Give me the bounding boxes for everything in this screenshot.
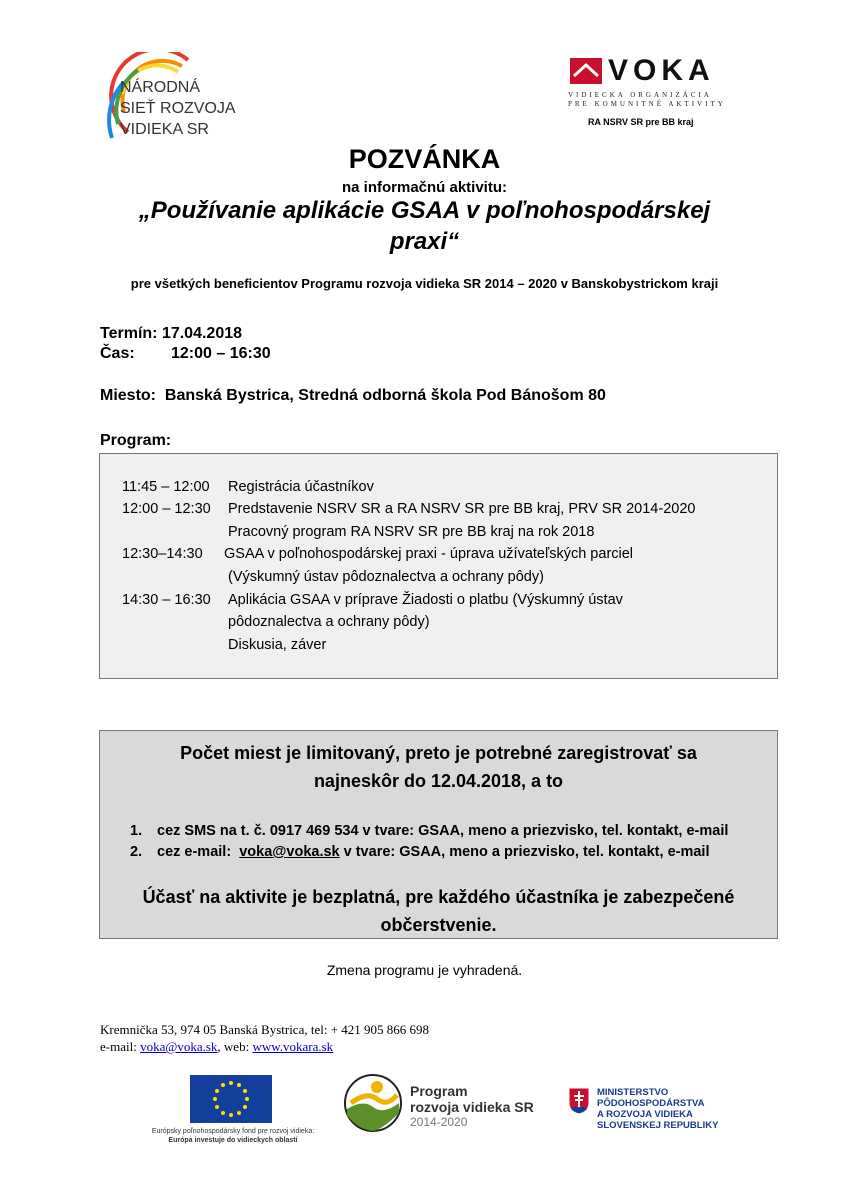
page-title: POZVÁNKA: [348, 144, 501, 174]
email-label: e-mail:: [100, 1039, 141, 1054]
contact-block: [100, 1021, 429, 1055]
program-row-3: [122, 546, 633, 562]
eu-caption-line-1: Európsky poľnohospodársky fond pre rozvoj vidieka:: [151, 1128, 315, 1135]
program-text: Registrácia účastníkov: [228, 479, 374, 495]
program-box: [99, 453, 778, 679]
program-time: 12:00 – 12:30: [122, 501, 211, 517]
voka-wordmark: VOKA: [608, 54, 715, 87]
registration-heading-line-1: Počet miest je limitovaný, preto je potrebné zaregistrovať sa: [180, 743, 697, 763]
place-label: Miesto:: [100, 387, 156, 404]
audience-line: pre všetkých beneficientov Programu rozvoja vidieka SR 2014 – 2020 v Banskobystrickom kraji: [130, 276, 719, 291]
place-value: Banská Bystrica, Stredná odborná škola Pod Bánošom 80: [164, 387, 606, 404]
term-label: Termín:: [100, 325, 158, 342]
page-subtitle: na informačnú aktivitu:: [341, 179, 508, 196]
time-value: 12:00 – 16:30: [171, 345, 271, 362]
program-label: Program:: [100, 432, 172, 449]
registration-item-email: [130, 844, 709, 860]
program-row-1: [122, 479, 374, 495]
voka-subtitle: [568, 91, 726, 109]
voka-ra-label: RA NSRV SR pre BB kraj: [588, 117, 694, 127]
voka-roof-icon: [570, 58, 602, 84]
registration-box: [99, 730, 778, 939]
prv-emblem-icon: [343, 1073, 403, 1133]
program-row-2-cont: Pracovný program RA NSRV SR pre BB kraj na rok 2018: [228, 524, 595, 540]
item-text: cez SMS na t. č. 0917 469 534 v tvare: GSAA, meno a priezvisko, tel. kontakt, e-mail: [157, 823, 729, 839]
contact-email-link[interactable]: voka@voka.sk: [140, 1039, 218, 1054]
program-time: 14:30 – 16:30: [122, 592, 211, 608]
time-row: [100, 345, 271, 363]
item-number: 1.: [130, 823, 143, 839]
prv-line-1: Program: [410, 1083, 468, 1099]
prv-line-2: rozvoja vidieka SR: [410, 1099, 534, 1115]
contact-links: [100, 1038, 429, 1055]
eu-caption: [118, 1127, 348, 1145]
registration-footnote: [100, 883, 777, 939]
ministry-name: [597, 1087, 718, 1131]
web-label: , web:: [217, 1039, 253, 1054]
program-text: Predstavenie NSRV SR a RA NSRV SR pre BB kraj, PRV SR 2014-2020: [228, 501, 696, 517]
term-row: [100, 325, 242, 343]
nsrv-logo-text: [120, 77, 236, 140]
prv-years: 2014-2020: [410, 1115, 468, 1129]
contact-address: Kremnička 53, 974 05 Banská Bystrica, tel: + 421 905 866 698: [100, 1022, 430, 1037]
topic-line-2: praxi“: [389, 228, 460, 255]
nsrv-line-3: VIDIEKA SR: [120, 121, 209, 138]
program-row-2: [122, 501, 695, 517]
ministry-line-4: SLOVENSKEJ REPUBLIKY: [597, 1120, 719, 1131]
program-row-4-cont: pôdoznalectva a ochrany pôdy): [228, 614, 430, 630]
registration-foot-line-1: Účasť na aktivite je bezplatná, pre každého účastníka je zabezpečené: [142, 887, 735, 907]
program-change-note: Zmena programu je vyhradená.: [326, 962, 523, 978]
registration-email-link[interactable]: voka@voka.sk: [239, 844, 340, 860]
nsrv-line-1: NÁRODNÁ: [120, 79, 201, 96]
program-time: 12:30–14:30: [122, 546, 203, 562]
nsrv-line-2: SIEŤ ROZVOJA: [120, 100, 236, 117]
time-label: Čas:: [100, 345, 135, 362]
item-post: v tvare: GSAA, meno a priezvisko, tel. kontakt, e-mail: [339, 844, 710, 860]
prv-title: [410, 1083, 534, 1115]
voka-sub-line-2: PRE KOMUNITNÉ AKTIVITY: [568, 100, 726, 108]
item-pre: cez e-mail:: [157, 844, 240, 860]
ministry-line-1: MINISTERSTVO: [597, 1087, 669, 1098]
place-row: [100, 387, 606, 405]
program-row-4-cont2: Diskusia, záver: [228, 637, 327, 653]
program-time: 11:45 – 12:00: [122, 479, 210, 495]
registration-heading-line-2: najneskôr do 12.04.2018, a to: [313, 771, 564, 791]
eu-caption-line-2: Európa investuje do vidieckych oblastí: [168, 1137, 298, 1144]
program-text: GSAA v poľnohospodárskej praxi - úprava užívateľských parciel: [224, 546, 634, 562]
eu-flag-icon: [190, 1075, 272, 1123]
ministry-line-2: PÔDOHOSPODÁRSTVA: [597, 1098, 705, 1109]
term-value: 17.04.2018: [161, 325, 243, 342]
program-row-3-cont: (Výskumný ústav pôdoznalectva a ochrany pôdy): [228, 569, 544, 585]
item-number: 2.: [130, 844, 143, 860]
voka-sub-line-1: VIDIECKA ORGANIZÁCIA: [568, 91, 712, 99]
ministry-line-3: A ROZVOJA VIDIEKA: [597, 1109, 693, 1120]
registration-foot-line-2: občerstvenie.: [380, 915, 497, 935]
slovak-coat-of-arms-icon: [568, 1087, 590, 1115]
topic-line-1: „Používanie aplikácie GSAA v poľnohospodárskej: [138, 197, 711, 224]
program-text: Aplikácia GSAA v príprave Žiadosti o platbu (Výskumný ústav: [228, 592, 623, 608]
program-row-4: [122, 592, 623, 608]
registration-heading: [100, 739, 777, 795]
event-topic: [0, 195, 849, 257]
contact-web-link[interactable]: www.vokara.sk: [252, 1039, 334, 1054]
registration-item-sms: [130, 823, 728, 839]
